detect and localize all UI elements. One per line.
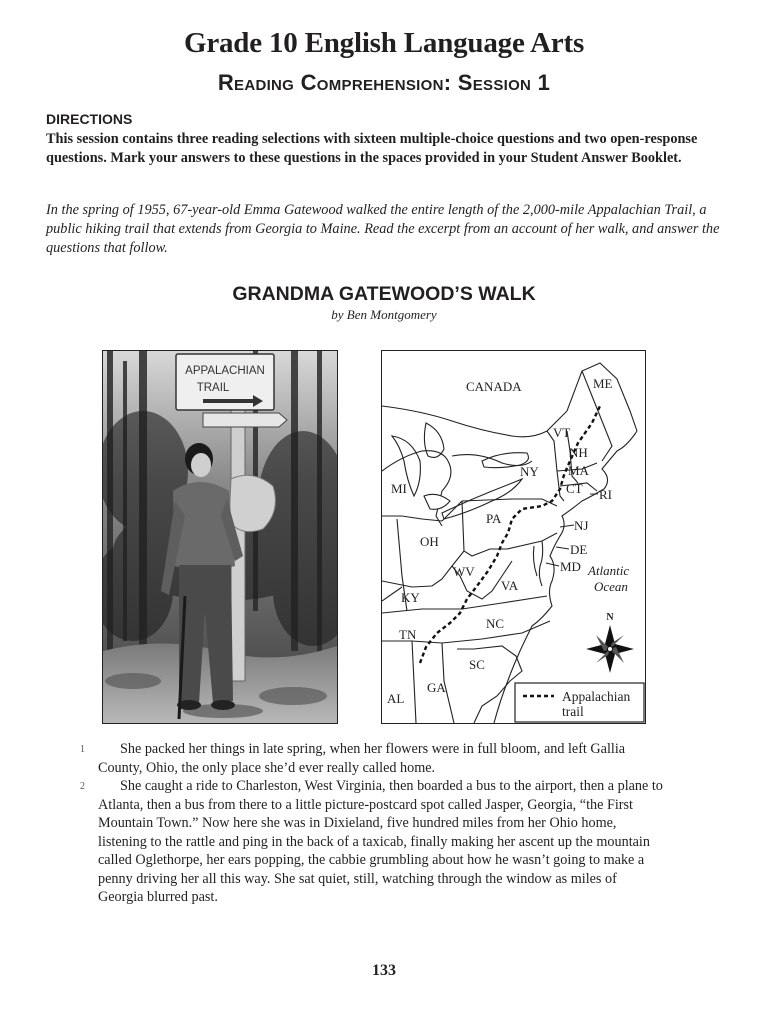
page-title: Grade 10 English Language Arts <box>183 27 585 59</box>
paragraph-1: She packed her things in late spring, when her flowers were in full bloom, and left Gallia County, Ohio, the only place she’d ever really called home. <box>98 741 626 776</box>
label-canada: CANADA <box>466 379 522 394</box>
label-ct: CT <box>566 481 583 496</box>
compass-rose-icon <box>586 612 634 673</box>
label-oh: OH <box>420 534 439 549</box>
story-title: GRANDMA GATEWOOD’S WALK <box>232 283 536 305</box>
session-title: Reading Comprehension: Session 1 <box>217 70 551 95</box>
sign-text-line1: APPALACHIAN <box>185 365 265 377</box>
label-me: ME <box>593 376 613 391</box>
intro-text: In the spring of 1955, 67-year-old Emma Gatewood walked the entire length of the 2,000-mile Appalachian Trail, a public hiking trail that extends from Georgia to Maine. Read the excerpt from an account of her walk, and answer the questions that follow. <box>46 202 720 256</box>
legend-label-line2: trail <box>562 704 584 719</box>
label-mi: MI <box>391 481 407 496</box>
legend-label-line1: Appalachian <box>562 689 631 704</box>
trail-photo <box>102 350 338 724</box>
label-de: DE <box>570 542 588 557</box>
label-ocean-line1: Atlantic <box>588 563 630 578</box>
label-wv: WV <box>453 564 475 579</box>
story-byline: by Ben Montgomery <box>331 307 437 322</box>
label-ga: GA <box>427 680 446 695</box>
label-pa: PA <box>486 511 502 526</box>
label-tn: TN <box>399 627 417 642</box>
label-va: VA <box>501 578 519 593</box>
directions-heading: DIRECTIONS <box>46 111 133 127</box>
label-sc: SC <box>469 657 485 672</box>
label-ma: MA <box>568 463 589 478</box>
label-md: MD <box>560 559 581 574</box>
label-ri: RI <box>599 487 612 502</box>
map-legend <box>515 683 644 722</box>
label-nh: NH <box>569 445 588 460</box>
paragraph-2: She caught a ride to Charleston, West Virginia, then boarded a bus to the airport, then a plane to Atlanta, then a bus from there to a little picture-postcard spot called Jasper, Georgia, “the First Mountain Town.” Now here she was in Dixieland, five hundred miles from her Ohio home, listening to the rattle and ping in the back of a taxicab, finally making her ascent up the mountain called Oglethorpe, her ears popping, the cabbie grumbling about how he wasn’t going to make a penny driving her all this way. She sat quiet, still, watching through the window as miles of Georgia blurred past. <box>98 778 663 905</box>
label-ny: NY <box>520 464 539 479</box>
label-nc: NC <box>486 616 505 631</box>
sign-text-line2: TRAIL <box>196 382 230 394</box>
label-vt: VT <box>553 425 571 440</box>
page-number: 133 <box>372 962 396 979</box>
label-nj: NJ <box>574 518 589 533</box>
trail-map <box>381 350 646 724</box>
compass-north-label: N <box>606 612 614 623</box>
label-ocean-line2: Ocean <box>594 579 628 594</box>
label-ky: KY <box>401 590 420 605</box>
directions-text: This session contains three reading selections with sixteen multiple-choice questions and two open-response questions. Mark your answers to these questions in the spaces provided in your Student Answer Booklet. <box>46 131 698 166</box>
label-al: AL <box>387 691 405 706</box>
paragraph-number: 2 <box>80 781 85 792</box>
paragraph-number: 1 <box>80 744 85 755</box>
